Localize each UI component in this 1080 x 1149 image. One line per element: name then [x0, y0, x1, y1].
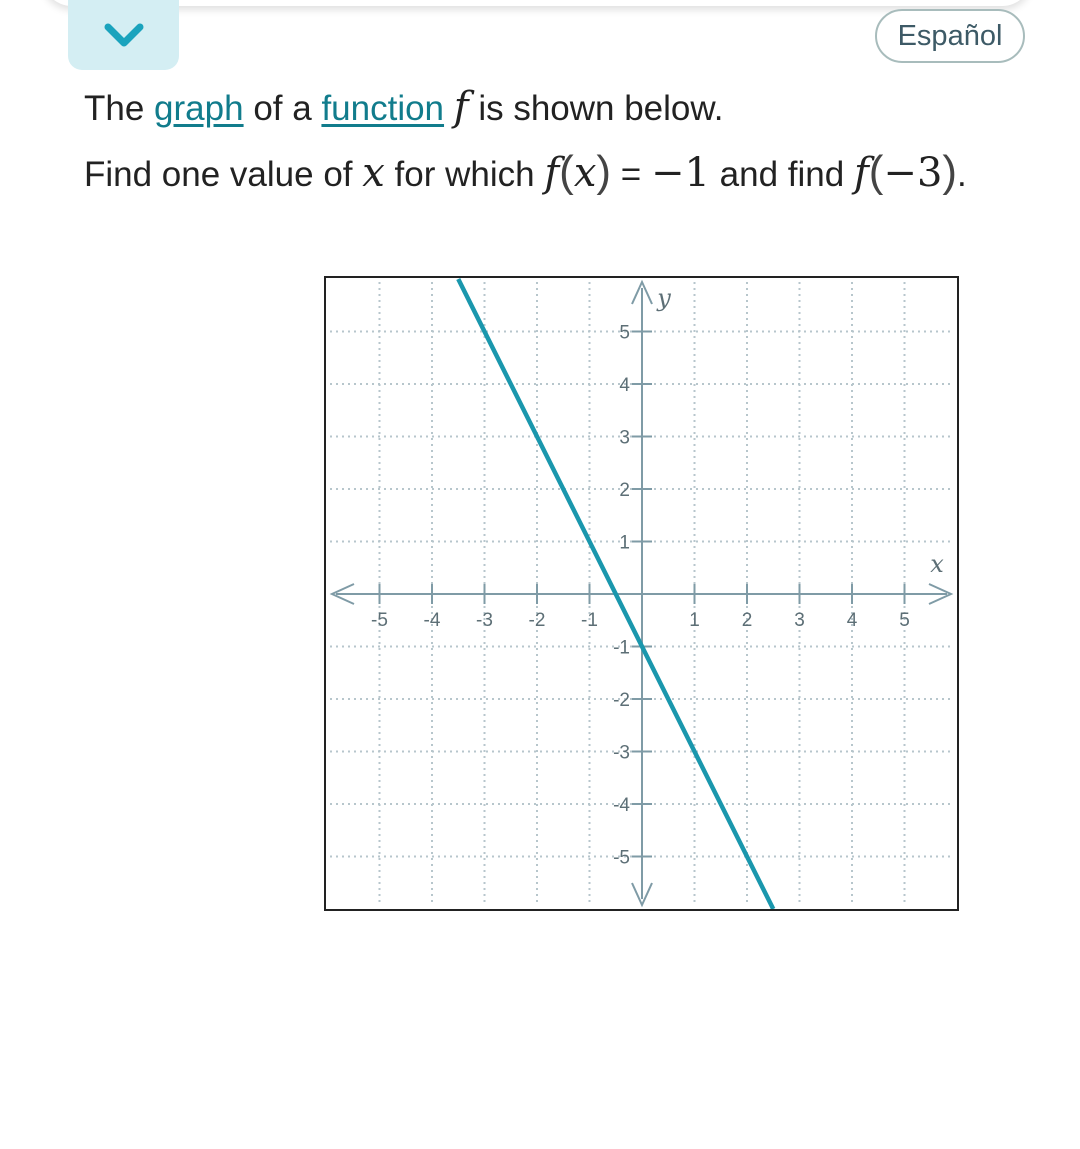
- text-find-one-value: Find one value of: [84, 155, 353, 194]
- y-axis-label: y: [657, 284, 671, 312]
- y-tick-label: -1: [613, 637, 630, 659]
- x-tick-label: 3: [794, 610, 805, 631]
- paren-close-2: ): [942, 147, 958, 196]
- text-and-find: and find: [719, 155, 845, 194]
- y-tick-label: -5: [613, 847, 630, 869]
- function-symbol-f-1: f: [544, 150, 560, 196]
- y-tick-label: 3: [619, 427, 630, 449]
- top-card: [42, 0, 1032, 6]
- x-tick-label: 2: [741, 610, 753, 631]
- x-tick-label: -5: [371, 610, 388, 631]
- y-tick-label: -4: [613, 795, 630, 816]
- x-tick-label: 5: [899, 610, 910, 631]
- x-tick-label: 1: [689, 610, 700, 631]
- text-is-shown-below: is shown below.: [478, 89, 724, 128]
- function-symbol-f: f: [453, 84, 469, 130]
- variable-x: x: [362, 150, 385, 196]
- chevron-down-icon: [102, 20, 146, 50]
- question-line-2: [84, 147, 967, 197]
- paren-open-1: (: [559, 147, 574, 196]
- y-tick-label: -2: [613, 690, 630, 711]
- x-tick-label: -2: [528, 610, 546, 631]
- variable-x-1: x: [573, 150, 597, 196]
- collapse-button[interactable]: [68, 0, 179, 70]
- y-tick-label: -3: [613, 742, 630, 764]
- x-tick-label: -4: [423, 610, 441, 631]
- language-toggle-button[interactable]: Español: [875, 9, 1025, 63]
- function-link[interactable]: function: [321, 89, 445, 128]
- text-the: The: [84, 89, 145, 128]
- question-line-1: [84, 84, 723, 130]
- x-tick-label: 4: [846, 610, 858, 631]
- paren-close-1: ): [596, 147, 612, 196]
- paren-open-2: (: [868, 147, 884, 196]
- x-tick-label: -1: [581, 610, 598, 631]
- y-tick-label: 2: [619, 480, 630, 501]
- x-axis-label: x: [930, 550, 944, 578]
- function-graph: [324, 276, 959, 911]
- text-for-which: for which: [394, 155, 535, 194]
- argument-neg-three: −3: [883, 150, 943, 196]
- graph-link[interactable]: graph: [154, 89, 244, 128]
- text-of-a: of a: [253, 89, 312, 128]
- y-tick-label: 5: [619, 322, 630, 344]
- x-tick-label: -3: [476, 610, 493, 631]
- function-symbol-f-2: f: [853, 150, 869, 196]
- value-neg-one: −1: [650, 150, 710, 196]
- graph-container: [324, 276, 959, 911]
- period: .: [957, 155, 967, 194]
- y-tick-label: 4: [619, 375, 630, 396]
- y-tick-label: 1: [619, 532, 630, 554]
- equals-sign: =: [620, 155, 642, 194]
